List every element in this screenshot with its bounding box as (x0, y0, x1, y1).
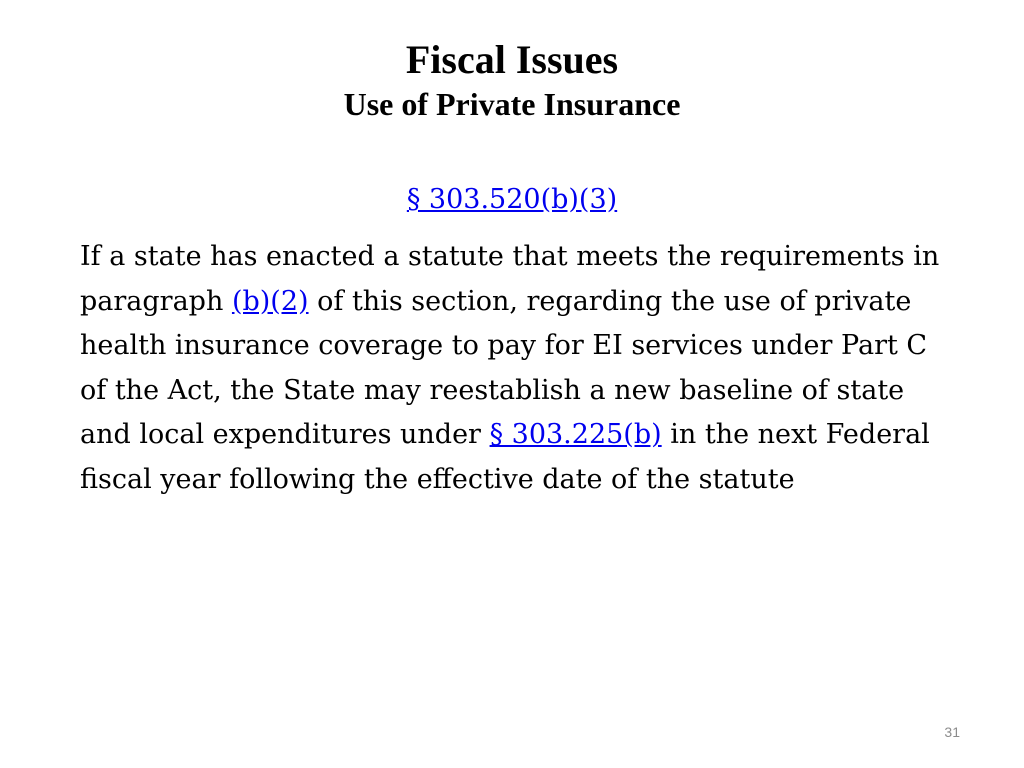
paragraph-b2-link[interactable]: (b)(2) (231, 285, 309, 317)
body-text-part-2: of this section, regarding the use of private health insurance coverage to pay for EI services under Part C of the Act, the State may reestablish a new baseline of state and local expenditures under (80, 285, 928, 451)
body-text-part-1: If a state has enacted a statute that meets the requirements in paragraph (80, 241, 940, 317)
citation-link[interactable]: § 303.520(b)(3) (406, 184, 618, 215)
page-number: 31 (944, 724, 960, 740)
body-text-part-3: in the next Federal fiscal year following the effective date of the statute (80, 419, 930, 495)
body-paragraph (80, 235, 960, 503)
citation-heading (0, 180, 1024, 220)
section-303-225b-link[interactable]: § 303.225(b) (489, 419, 662, 451)
title-text: Fiscal Issues (405, 37, 619, 82)
slide-title (0, 36, 1024, 124)
subtitle-text: Use of Private Insurance (343, 86, 681, 122)
